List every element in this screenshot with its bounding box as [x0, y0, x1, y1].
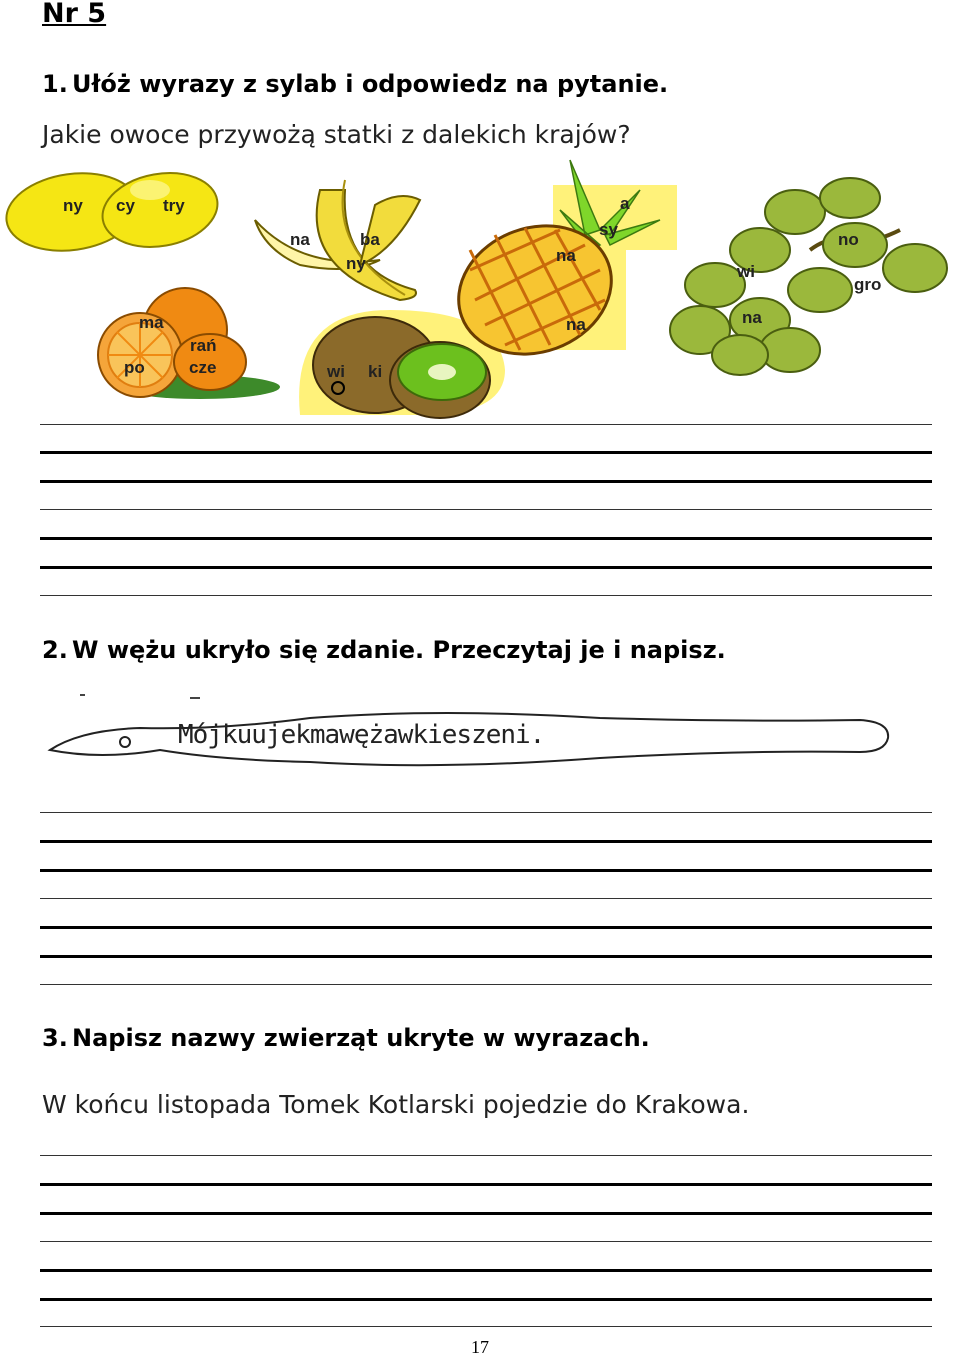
syllable-pineapple-4: na — [566, 315, 586, 334]
syllable-grape-2: wi — [737, 262, 755, 281]
syllable-pineapple-2: sy — [599, 220, 618, 239]
syllable-orange-3: po — [124, 358, 145, 377]
task3-text: Napisz nazwy zwierząt ukryte w wyrazach. — [72, 1024, 650, 1052]
task2-instruction — [42, 636, 726, 664]
syllable-kiwi-2: ki — [368, 362, 383, 381]
syllable-banana-3: ny — [346, 254, 366, 273]
syllable-lemon-3: try — [163, 196, 185, 215]
fruit-illustration — [0, 150, 960, 420]
ruled-line — [40, 984, 932, 985]
syllable-grape-4: na — [742, 308, 762, 327]
ruled-line — [40, 480, 932, 483]
ruled-line — [40, 509, 932, 510]
task3-instruction — [42, 1024, 650, 1052]
task2-number: 2. — [42, 636, 68, 664]
ruled-line — [40, 1269, 932, 1272]
syllable-lemon-2: cy — [116, 196, 135, 215]
task3-number: 3. — [42, 1024, 68, 1052]
writing-lines-task3[interactable] — [40, 1155, 932, 1330]
syllable-pineapple-3: na — [556, 246, 576, 265]
ruled-line — [40, 926, 932, 929]
syllable-banana-1: na — [290, 230, 310, 249]
snake-picture — [40, 690, 920, 785]
ruled-line — [40, 424, 932, 425]
fruit-drawings — [0, 150, 960, 420]
ruled-line — [40, 1326, 932, 1327]
task1-number: 1. — [42, 70, 68, 98]
task1-text: Ułóż wyrazy z sylab i odpowiedz na pytanie. — [72, 70, 669, 98]
ruled-line — [40, 1212, 932, 1215]
task1-instruction — [42, 70, 668, 98]
lemons-picture — [1, 164, 223, 258]
ruled-line — [40, 1241, 932, 1242]
syllable-orange-1: ma — [139, 313, 164, 332]
syllable-lemon-1: ny — [63, 196, 83, 215]
ruled-line — [40, 537, 932, 540]
snake-hidden-sentence: Mójkuujekmawężawkieszeni. — [178, 720, 545, 750]
ruled-line — [40, 840, 932, 843]
ruled-line — [40, 898, 932, 899]
ruled-line — [40, 955, 932, 958]
task1-question: Jakie owoce przywożą statki z dalekich krajów? — [42, 120, 631, 149]
grapes-picture — [670, 178, 947, 375]
ruled-line — [40, 1183, 932, 1186]
task3-sentence: W końcu listopada Tomek Kotlarski pojedzie do Krakowa. — [42, 1090, 750, 1119]
ruled-line — [40, 451, 932, 454]
syllable-grape-1: no — [838, 230, 859, 249]
ruled-line — [40, 595, 932, 596]
ruled-line — [40, 1155, 932, 1156]
task2-text: W wężu ukryło się zdanie. Przeczytaj je i napisz. — [72, 636, 726, 664]
bananas-picture — [255, 180, 420, 300]
syllable-orange-2: rań — [190, 336, 217, 355]
syllable-orange-4: cze — [189, 358, 217, 377]
ruled-line — [40, 812, 932, 813]
writing-lines-task2[interactable] — [40, 812, 932, 987]
page-number: 17 — [471, 1337, 489, 1357]
syllable-banana-2: ba — [360, 230, 380, 249]
ruled-line — [40, 566, 932, 569]
syllable-pineapple-1: a — [620, 194, 630, 213]
ruled-line — [40, 1298, 932, 1301]
exercise-number: Nr 5 — [42, 0, 107, 29]
writing-lines-task1[interactable] — [40, 424, 932, 599]
syllable-grape-3: gro — [854, 275, 882, 294]
syllable-kiwi-1: wi — [327, 362, 345, 381]
oranges-picture — [98, 288, 280, 399]
ruled-line — [40, 869, 932, 872]
